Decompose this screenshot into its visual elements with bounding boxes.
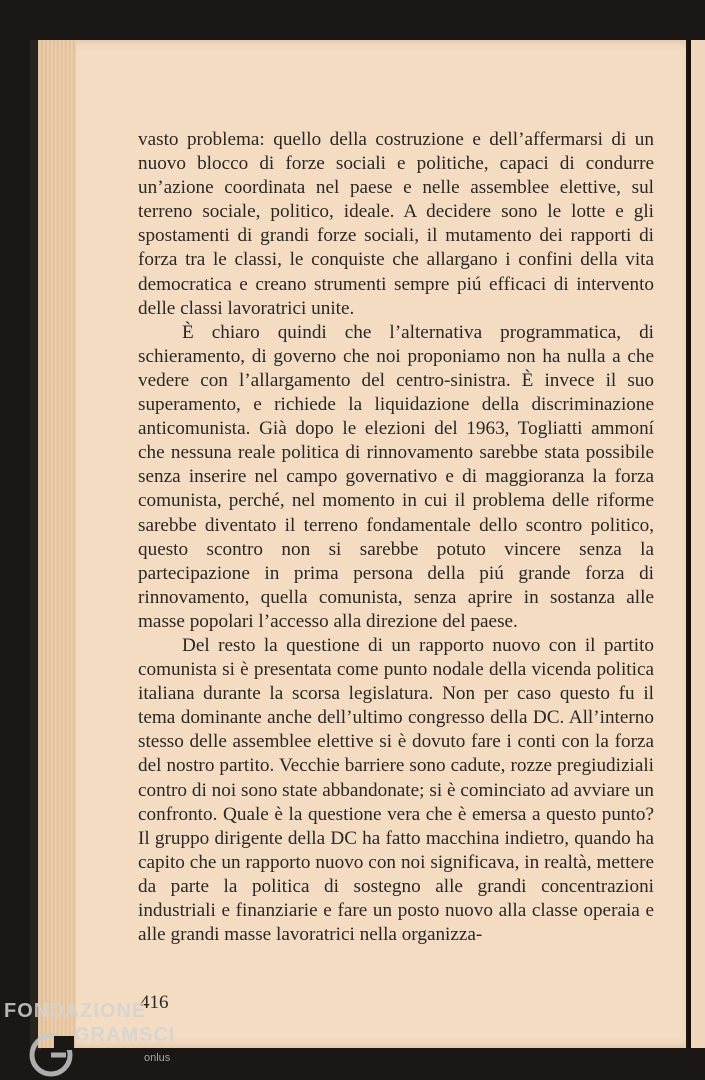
body-text	[138, 128, 654, 947]
gramsci-logo-icon	[28, 1032, 74, 1078]
page-gutter-edge	[38, 40, 76, 1048]
paragraph-2: È chiaro quindi che l’alternativa programmatica, di schieramento, di governo che noi proponiamo non ha nulla a che vedere con l’allargamento del centro-sinistra. È invece il suo superamento, e richiede la liquidazione della discriminazione anticomunista. Già dopo le elezioni del 1963, Togliatti ammoní che nessuna reale politica di rinnovamento sarebbe stata possibile senza inserire nel campo governativo e di maggioranza la forza comunista, perché, nel momento in cui il problema delle riforme sarebbe diventato il terreno fondamentale dello scontro politico, questo scontro non si sarebbe potuto vincere senza la partecipazione in prima persona della piú grande forza di rinnovamento, quella comunista, senza aprire in sostanza alle masse popolari l’accesso alla direzione del paese.	[138, 321, 654, 632]
watermark-line1: FONDAZIONE	[4, 1000, 147, 1022]
next-page-edge	[688, 40, 705, 1048]
fondazione-gramsci-watermark	[4, 1000, 204, 1080]
watermark-line2: GRAMSCI	[74, 1024, 176, 1046]
paragraph-1: vasto problema: quello della costruzione e dell’affermarsi di un nuovo blocco di forze sociali e politiche, capaci di condurre un’azione coordinata nel paese e nelle assemblee elettive, sul terreno sociale, politico, ideale. A decidere sono le lotte e gli spostamenti di grandi forze sociali, il mutamento dei rapporti di forza tra le classi, le conquiste che allargano i confini della vita democratica e creano strumenti sempre piú efficaci di intervento delle classi lavoratrici unite.	[138, 129, 654, 319]
paragraph-3: Del resto la questione di un rapporto nuovo con il partito comunista si è presentata come punto nodale della vicenda politica italiana durante la scorsa legislatura. Non per caso questo fu il tema dominante anche dell’ultimo congresso della DC. All’interno stesso delle assemblee elettive si è dovuto fare i conti con la forza del nostro partito. Vecchie barriere sono cadute, rozze pregiudiziali contro di noi sono state abbandonate; si è cominciato ad avviare un confronto. Quale è la questione vera che è emersa a questo punto? Il gruppo dirigente della DC ha fatto macchina indietro, quando ha capito che un rapporto nuovo con noi significava, in realtà, mettere da parte la politica di sostegno alle grandi concentrazioni industriali e finanziarie e fare un posto nuovo alla classe operaia e alle grandi masse lavoratrici nella organizza-	[138, 634, 654, 946]
page-number: 416	[140, 992, 169, 1013]
watermark-subtitle: onlus	[144, 1052, 171, 1064]
